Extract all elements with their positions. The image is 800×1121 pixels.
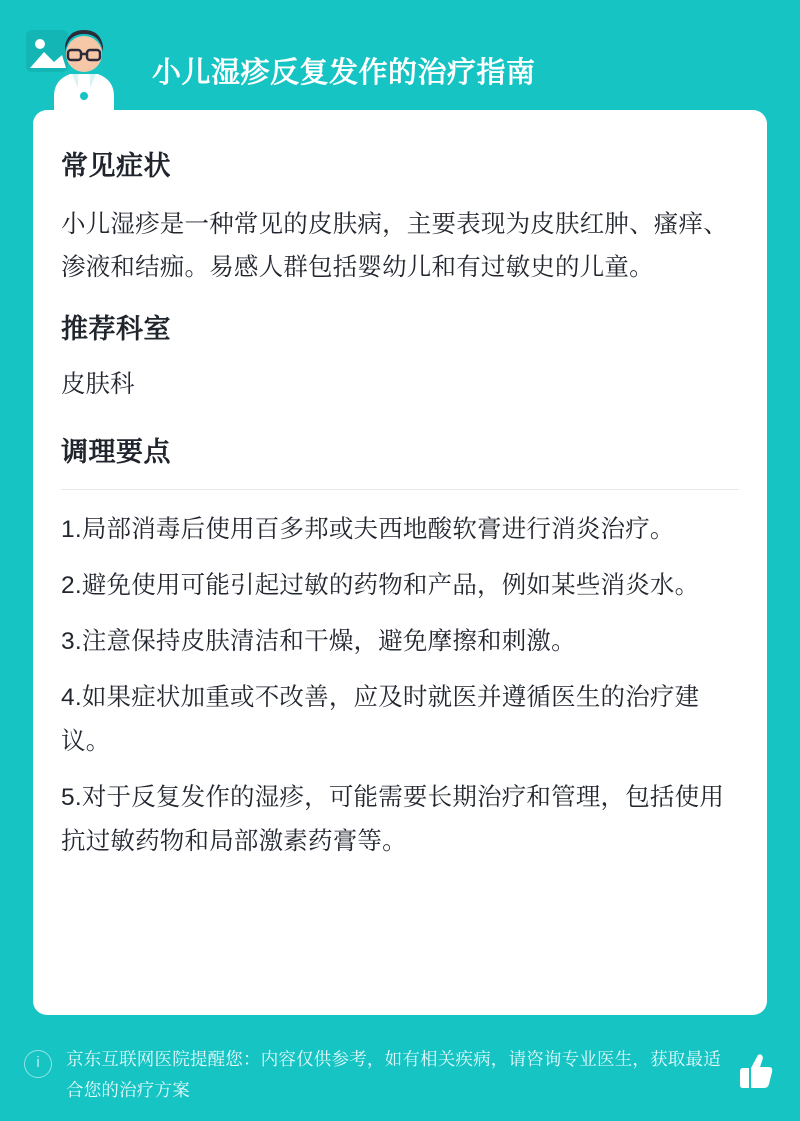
thumbs-up-icon[interactable] bbox=[730, 1048, 776, 1094]
list-item: 3.注意保持皮肤清洁和干燥，避免摩擦和刺激。 bbox=[61, 628, 576, 655]
list-item: 1.局部消毒后使用百多邦或夫西地酸软膏进行消炎治疗。 bbox=[61, 516, 675, 543]
page-title: 小儿湿疹反复发作的治疗指南 bbox=[152, 57, 536, 89]
doctor-avatar-icon bbox=[24, 24, 134, 116]
section-heading-symptoms: 常见症状 bbox=[61, 151, 171, 181]
section-heading-treatment: 调理要点 bbox=[61, 437, 171, 467]
department-text: 皮肤科 bbox=[61, 371, 135, 398]
list-item: 2.避免使用可能引起过敏的药物和产品，例如某些消炎水。 bbox=[61, 572, 700, 599]
info-circle-icon: i bbox=[24, 1050, 52, 1078]
page-header bbox=[0, 0, 800, 110]
symptoms-text: 小儿湿疹是一种常见的皮肤病，主要表现为皮肤红肿、瘙痒、渗液和结痂。易感人群包括婴幼儿和有过敏史的儿童。 bbox=[61, 211, 728, 281]
content-card bbox=[33, 110, 767, 1015]
page-footer bbox=[0, 1030, 800, 1121]
list-item: 4.如果症状加重或不改善，应及时就医并遵循医生的治疗建议。 bbox=[61, 684, 700, 755]
footer-disclaimer: 京东互联网医院提醒您：内容仅供参考，如有相关疾病，请咨询专业医生，获取最适合您的治疗方案 bbox=[66, 1049, 721, 1100]
section-divider bbox=[61, 489, 739, 490]
section-heading-department: 推荐科室 bbox=[61, 314, 171, 344]
treatment-steps-list bbox=[61, 508, 739, 864]
list-item: 5.对于反复发作的湿疹，可能需要长期治疗和管理，包括使用抗过敏药物和局部激素药膏等。 bbox=[61, 784, 725, 855]
